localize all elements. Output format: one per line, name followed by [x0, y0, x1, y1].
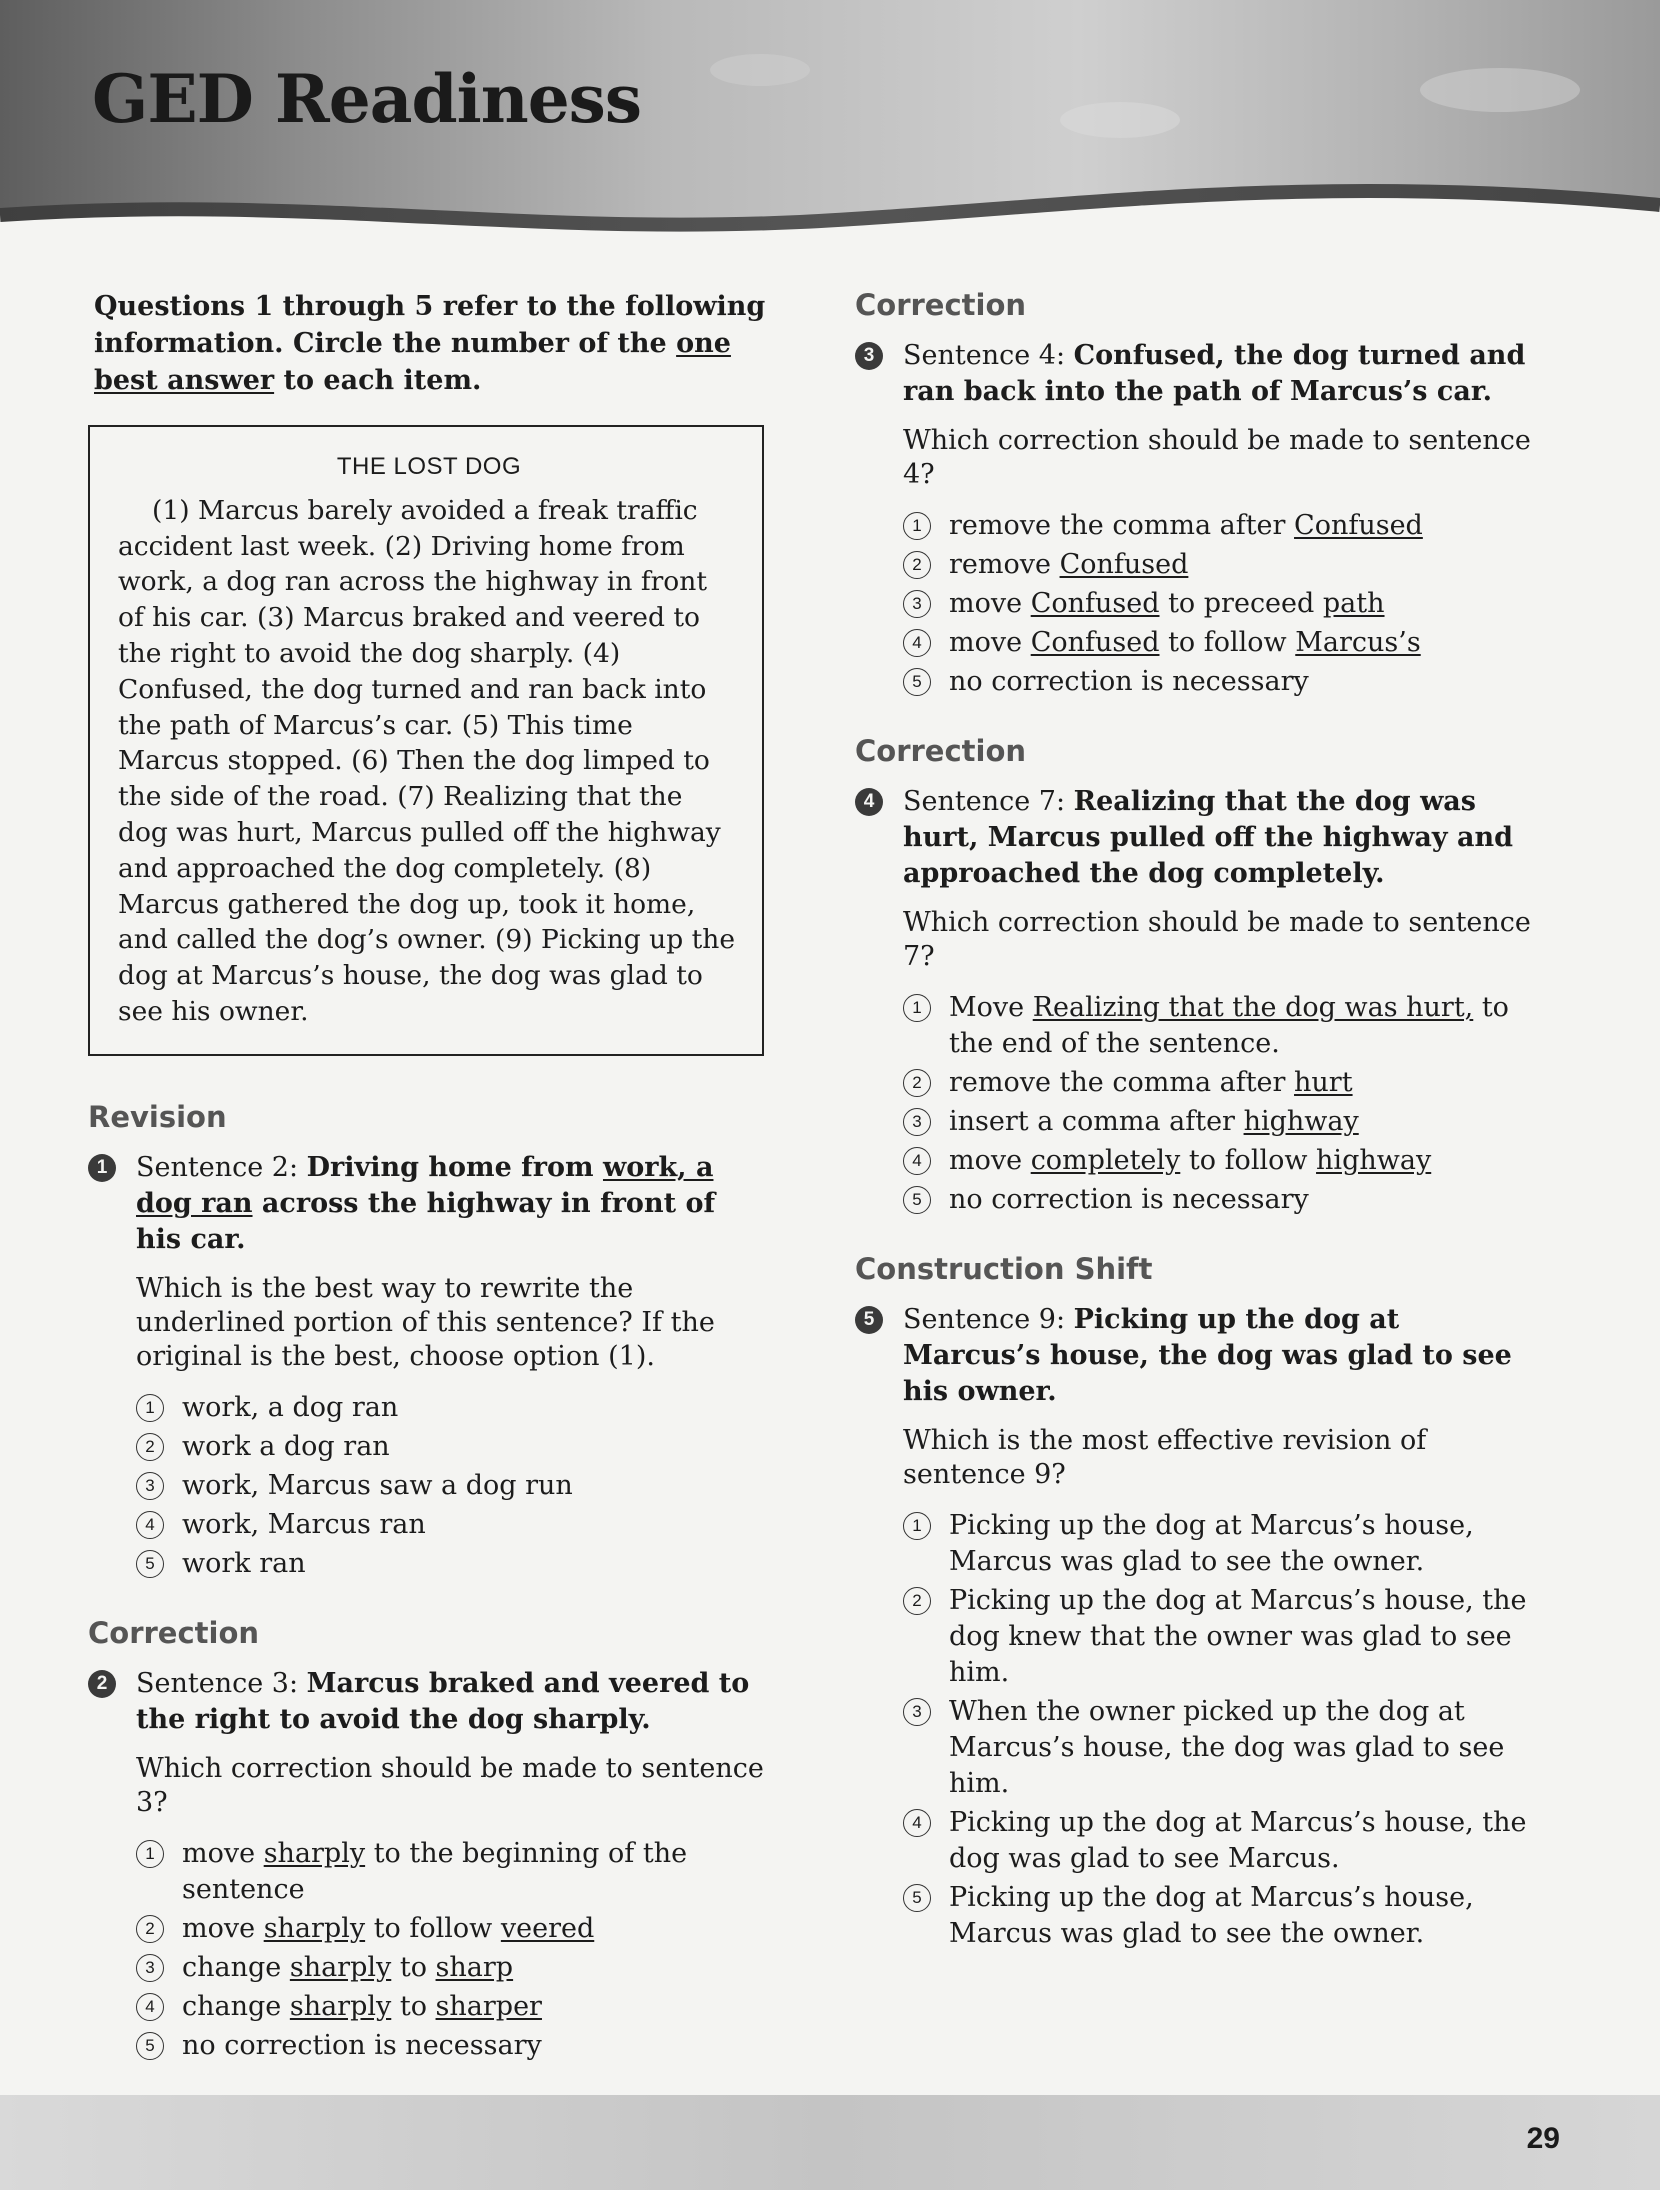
answer-option-4[interactable]	[903, 1143, 1545, 1179]
option-number-circle: 4	[136, 1511, 164, 1539]
underlined-text: hurt	[1294, 1067, 1353, 1098]
underlined-text: highway	[1243, 1106, 1359, 1137]
header-banner	[0, 0, 1660, 250]
option-text: insert a comma after	[949, 1106, 1244, 1137]
underlined-text: sharp	[435, 1951, 514, 1983]
option-number-circle: 1	[903, 512, 931, 540]
left-column	[88, 288, 768, 2098]
option-text: to	[391, 1951, 436, 1983]
option-number-circle: 5	[903, 1186, 931, 1214]
right-column	[855, 288, 1545, 1986]
option-number-circle: 1	[136, 1394, 164, 1422]
sentence-label: Sentence 2:	[136, 1151, 307, 1183]
underlined-text: sharper	[435, 1990, 542, 2022]
option-text: work, Marcus ran	[182, 1508, 426, 1540]
question-1	[88, 1100, 768, 1582]
sentence-label: Sentence 7:	[903, 786, 1074, 817]
question-stem	[88, 1666, 768, 1738]
answer-option-5[interactable]	[903, 1182, 1545, 1218]
answer-option-3[interactable]	[136, 1950, 768, 1986]
answer-option-1[interactable]	[136, 1390, 768, 1426]
answer-option-4[interactable]	[136, 1507, 768, 1543]
option-text: remove the comma after	[949, 1067, 1295, 1098]
option-text: move	[182, 1912, 264, 1944]
passage-text: (1) Marcus barely avoided a freak traffic accident last week. (2) Driving home from work, a dog ran across the highway in front of his car. (3) Marcus braked and veered to the right to avoid the dog sharply. (4) Confused, the dog turned and ran back into the path of Marcus’s car. (5) This time Marcus stopped. (6) Then the dog limped to the side of the road. (7) Realizing that the dog was hurt, Marcus pulled off the highway and approached the dog completely. (8) Marcus gathered the dog up, took it home, and called the dog’s owner. (9) Picking up the dog at Marcus’s house, the dog was glad to see his owner.	[118, 494, 736, 1027]
answer-options	[136, 1390, 768, 1582]
passage-box	[88, 425, 764, 1056]
option-text: work, Marcus saw a dog run	[182, 1469, 573, 1501]
sentence-part: Realizing that the dog was hurt, Marcus pulled off the highway and approached the dog completely.	[903, 786, 1513, 889]
option-text: Picking up the dog at Marcus’s house, Marcus was glad to see the owner.	[949, 1882, 1474, 1949]
option-text: move	[949, 588, 1031, 619]
option-number-circle: 1	[903, 1512, 931, 1540]
option-number-circle: 5	[903, 668, 931, 696]
answer-options	[136, 1836, 768, 2064]
option-text: to follow	[365, 1912, 501, 1944]
question-3	[855, 288, 1545, 700]
underlined-text: Confused	[1059, 549, 1189, 580]
sentence-part: across the highway in front of his car.	[136, 1187, 716, 1255]
option-number-circle: 4	[903, 1147, 931, 1175]
answer-option-1[interactable]	[903, 508, 1545, 544]
option-text: move	[949, 627, 1031, 658]
underlined-text: Confused	[1030, 588, 1160, 619]
option-number-circle: 3	[903, 1698, 931, 1726]
option-number-circle: 4	[903, 629, 931, 657]
answer-option-5[interactable]	[903, 1880, 1545, 1952]
question-2	[88, 1616, 768, 2064]
option-text: no correction is necessary	[949, 666, 1309, 697]
option-number-circle: 2	[136, 1433, 164, 1461]
instructions	[94, 288, 768, 399]
question-stem	[88, 1150, 768, 1258]
instructions-tail: to each item.	[274, 365, 482, 396]
underlined-text: highway	[1316, 1145, 1432, 1176]
question-stem	[855, 338, 1545, 410]
answer-option-4[interactable]	[903, 1805, 1545, 1877]
answer-options	[903, 508, 1545, 700]
option-text: to the end of the sentence.	[949, 992, 1509, 1059]
option-text: Picking up the dog at Marcus’s house, the dog knew that the owner was glad to see him.	[949, 1585, 1527, 1688]
underlined-text: completely	[1030, 1145, 1181, 1176]
option-number-circle: 2	[903, 1587, 931, 1615]
option-number-circle: 1	[903, 994, 931, 1022]
option-number-circle: 2	[903, 551, 931, 579]
underlined-text: sharply	[289, 1990, 392, 2022]
option-text: remove	[949, 549, 1060, 580]
underlined-text: Marcus’s	[1295, 627, 1421, 658]
question-prompt: Which is the most effective revision of sentence 9?	[903, 1425, 1427, 1490]
option-text: to follow	[1180, 1145, 1317, 1176]
option-text: work a dog ran	[182, 1430, 390, 1462]
option-number-circle: 5	[903, 1884, 931, 1912]
question-prompt: Which correction should be made to sentence 4?	[903, 425, 1531, 490]
question-4	[855, 734, 1545, 1218]
option-number-circle: 5	[136, 2032, 164, 2060]
question-prompt: Which is the best way to rewrite the underlined portion of this sentence? If the original is the best, choose option (1).	[136, 1272, 715, 1372]
answer-option-5[interactable]	[136, 2028, 768, 2064]
answer-option-3[interactable]	[136, 1468, 768, 1504]
answer-option-2[interactable]	[903, 1065, 1545, 1101]
option-number-circle: 3	[136, 1472, 164, 1500]
option-text: no correction is necessary	[949, 1184, 1309, 1215]
sentence-label: Sentence 3:	[136, 1667, 307, 1699]
answer-option-3[interactable]	[903, 1104, 1545, 1140]
page-title: GED Readiness	[92, 60, 641, 138]
answer-option-4[interactable]	[903, 625, 1545, 661]
sentence-part: Driving home from	[306, 1151, 603, 1183]
answer-options	[903, 1508, 1545, 1952]
answer-option-2[interactable]	[136, 1911, 768, 1947]
option-text: move	[949, 1145, 1031, 1176]
answer-option-2[interactable]	[903, 1583, 1545, 1691]
underlined-text: sharply	[263, 1837, 366, 1869]
underlined-text: work, a dog ran	[136, 1151, 714, 1219]
section-label: Revision	[88, 1099, 227, 1134]
answer-option-4[interactable]	[136, 1989, 768, 2025]
answer-option-3[interactable]	[903, 586, 1545, 622]
sentence-part: Marcus braked and veered to the right to avoid the dog sharply.	[136, 1667, 750, 1735]
question-number-badge: 4	[855, 788, 883, 816]
sentence-part: Confused, the dog turned and ran back into the path of Marcus’s car.	[903, 340, 1526, 407]
option-text: no correction is necessary	[182, 2029, 542, 2061]
option-text: Picking up the dog at Marcus’s house, the dog was glad to see Marcus.	[949, 1807, 1527, 1874]
sentence-part: Picking up the dog at Marcus’s house, the dog was glad to see his owner.	[903, 1304, 1512, 1407]
option-number-circle: 4	[136, 1993, 164, 2021]
answer-options	[903, 990, 1545, 1218]
underlined-text: sharply	[289, 1951, 392, 1983]
question-prompt: Which correction should be made to sentence 7?	[903, 907, 1531, 972]
option-text: change	[182, 1990, 290, 2022]
option-text: to follow	[1159, 627, 1296, 658]
option-text: When the owner picked up the dog at Marcus’s house, the dog was glad to see him.	[949, 1696, 1505, 1799]
answer-option-1[interactable]	[136, 1836, 768, 1908]
question-prompt: Which correction should be made to sentence 3?	[136, 1752, 764, 1818]
option-number-circle: 2	[136, 1915, 164, 1943]
answer-option-2[interactable]	[136, 1429, 768, 1465]
option-text: to	[391, 1990, 436, 2022]
option-text: to the beginning of the sentence	[182, 1837, 688, 1905]
question-stem	[855, 1302, 1545, 1410]
underlined-text: path	[1322, 588, 1385, 619]
underlined-text: sharply	[263, 1912, 366, 1944]
option-number-circle: 4	[903, 1809, 931, 1837]
option-text: work ran	[182, 1547, 306, 1579]
passage-title: THE LOST DOG	[336, 453, 522, 480]
sentence-label: Sentence 4:	[903, 340, 1074, 371]
section-label: Construction Shift	[855, 1252, 1153, 1286]
option-number-circle: 1	[136, 1840, 164, 1868]
option-number-circle: 3	[136, 1954, 164, 1982]
answer-option-5[interactable]	[136, 1546, 768, 1582]
sentence-label: Sentence 9:	[903, 1304, 1074, 1335]
question-stem	[855, 784, 1545, 892]
section-label: Correction	[855, 734, 1027, 768]
option-text: work, a dog ran	[182, 1391, 399, 1423]
answer-option-1[interactable]	[903, 990, 1545, 1062]
instructions-lead: Questions 1 through 5 refer to the following information. Circle the number of the	[94, 291, 766, 359]
option-text: move	[182, 1837, 264, 1869]
answer-option-2[interactable]	[903, 547, 1545, 583]
answer-option-3[interactable]	[903, 1694, 1545, 1802]
underlined-text: Confused	[1030, 627, 1160, 658]
question-number-badge: 1	[88, 1154, 116, 1182]
underlined-text: Confused	[1294, 510, 1423, 541]
question-number-badge: 2	[88, 1670, 116, 1698]
option-number-circle: 5	[136, 1550, 164, 1578]
instructions-emphasis: one best answer	[94, 328, 731, 396]
answer-option-5[interactable]	[903, 664, 1545, 700]
option-number-circle: 3	[903, 590, 931, 618]
option-text: Picking up the dog at Marcus’s house, Marcus was glad to see the owner.	[949, 1510, 1474, 1577]
underlined-text: Realizing that the dog was hurt,	[1032, 992, 1474, 1023]
option-number-circle: 2	[903, 1069, 931, 1097]
question-number-badge: 5	[855, 1306, 883, 1334]
option-text: change	[182, 1951, 290, 1983]
underlined-text: veered	[500, 1912, 595, 1944]
option-text: Move	[949, 992, 1033, 1023]
section-label: Correction	[855, 288, 1027, 322]
footer-band	[0, 2095, 1660, 2190]
option-number-circle: 3	[903, 1108, 931, 1136]
option-text: to preceed	[1159, 588, 1323, 619]
option-text: remove the comma after	[949, 510, 1295, 541]
section-label: Correction	[88, 1615, 260, 1650]
question-5	[855, 1252, 1545, 1952]
answer-option-1[interactable]	[903, 1508, 1545, 1580]
page-number: 29	[1526, 2122, 1560, 2155]
question-number-badge: 3	[855, 342, 883, 370]
